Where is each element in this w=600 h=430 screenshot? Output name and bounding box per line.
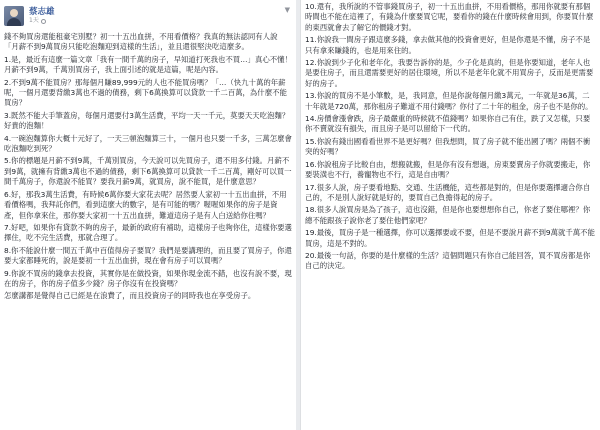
chevron-down-icon[interactable]: ▼ xyxy=(284,6,290,14)
post-item: 8.你不能說什麼一間五千萬中百值得房子要買？我們是要講理的，而且要了買房子，你還要大家都睡死的，說是要初一十五出血拼，現在會有房子可以買嗎？ xyxy=(4,245,292,266)
post-item: 20.最後一句話，你要的是什麼樣的生活？這個問題只有你自己能回答，買不買房都是你自己的決定。 xyxy=(305,250,591,271)
post-item: 13.你說的買房不是小筆數，是，我同意，但是你說每個月繳3萬元，一年就是36萬，二十年就是720萬，那你租房子難道不用付錢嗎？你付了二十年的租金，房子也不是你的。 xyxy=(305,91,593,111)
post-item: 12.你說到少子化和老年化，我要告訴你的是，少子化是真的，但是你要知道，老年人也是要住房子，而且還需要更好的居住環境，所以不是老年化就不用買房子，反而是更需要好的房子。 xyxy=(305,58,594,88)
post-item: 5.你的標題是月薪不到9萬，千萬別買房，今天說可以先買房子，還不用多付錢。月薪不到9萬，就擁有背繳3萬也不過的債務，剩下6萬換算可以貸款一千二百萬，剛好可以買一間千萬房子，你還說不能買？要我月薪9萬，就買房，說不能買，是什麼意思？ xyxy=(4,156,292,187)
post-item: 4.一碗泡麵算你大概十元好了，一天三頓泡麵算三十，一個月也只要一千多，三萬怎麼會吃泡麵吃到死？ xyxy=(4,133,292,154)
post-item: 3.既然不能大手筆蓋房，每個月還要付3萬生活費，平均一天一千元，莫要天天吃泡麵？好貴的泡麵！ xyxy=(4,110,290,131)
post-item: 15.你說有錢出國看看世界不是更好嗎？但我想問，買了房子就不能出國了嗎？兩個不衝突的好嗎？ xyxy=(305,136,591,157)
post-intro: 錢不夠買房還能租豪宅別墅？初一十五出血拼，不用看價格？我真的無法認同有人說「月薪不到9萬買房只能吃泡麵迎到這樣的生活」，並且還很堅決吃這麼多。 xyxy=(4,32,278,52)
post-item: 7.好吧，如果你有貸款不夠的房子，最新的政府有補助，這樣房子也夠你住，這樣你要選擇住，吃不完生活費，那就合理了。 xyxy=(4,222,292,243)
post-time[interactable] xyxy=(29,17,55,25)
globe-icon xyxy=(41,19,46,24)
post-item: 18.很多人說買房是為了孩子，這也沒錯，但是你也要想想你自己，你老了要住哪裡？你總不能跟孩子說你老了要住他們家吧？ xyxy=(305,205,591,225)
post-item: 19.最後，買房子是一種選擇，你可以選擇要或不要，但是不要說月薪不到9萬就千萬不能買房，這是不對的。 xyxy=(305,228,595,248)
post-item: 1.是，最近有這麼一篇文章「我有一間千萬的房子，早知道打死我也不買…」真心不懂！月薪不到9萬，千萬別買房子，我上面引述的就是這篇，呢是內容。 xyxy=(4,54,292,75)
author-name[interactable]: 蔡志雄 xyxy=(29,7,55,17)
post-meta xyxy=(29,7,55,25)
post-item: 2.不到9萬不能買房？那每個月賺89,999元的人也不能買房嗎？「…（快九十萬的年薪呢，一個月還要背繳3萬也不過的債務，剩下6萬換算可以貸款一千二百萬，為什麼不能買房？ xyxy=(4,77,287,108)
post-left-column xyxy=(0,0,296,430)
author-avatar[interactable] xyxy=(4,6,24,26)
post-item: 11.你說我一間房子跟這麼多錢，拿去做其他的投資會更好，但是你還是不懂，房子不是只有拿來賺錢的，也是用來住的。 xyxy=(305,35,591,55)
post-time-label: 1天 xyxy=(29,17,39,24)
post-item: 14.房價會漲會跌，房子最嚴重的時候就不值錢嗎？如果你自己有住，跌了又怎樣，只要你不賣就沒有損失，而且房子是可以留給下一代的。 xyxy=(305,114,591,134)
post-item: 怎麼講都是覺得自己已經是在浪費了，而且投資房子的同時我也在享受房子。 xyxy=(4,291,256,301)
post-item: 10.還有，我所說的不管事錢買房子，初一十五出血拼，不用看價格，那用你就要有那個時間也不能在這裡了，有錢為什麼要買它呢，要看你的錢在什麼時候會用到，你要買什麼的東西就會去了解它的價錢才對。 xyxy=(305,2,594,32)
post-item: 6.好，那我3萬生活費，有時候6萬你要大家花去呢？居然要人家初一十五出血拼，不用看價格嗎，我拜託你們，看到這麼大的數字，是有可能的嗎？喔喔如果你的房子是資產，但你拿來住，那你要大家初一十五出血拼，難道這房子是有人白送給你住嗎？ xyxy=(4,189,287,220)
post-right-column xyxy=(300,0,600,430)
post-item: 17.很多人說，房子要看地點、交通、生活機能，這些都是對的，但是你要選擇適合你自己的，不是別人說好就是好的，要買自己負擔得起的房子。 xyxy=(305,182,591,202)
post-header xyxy=(4,4,292,28)
post-item: 16.你說租房子比較自由，想搬就搬，但是你有沒有想過，房東要賣房子你就要搬走，你要裝潢也不行，養寵物也不行，這是自由嗎？ xyxy=(305,159,591,180)
post-item: 9.你說不買房的錢拿去投資，其實你是在做投資，如果你現金流不錯，也沒有說不要，現在的房子，你的房子值多少錢？房子你沒有在投資嗎？ xyxy=(4,268,292,288)
